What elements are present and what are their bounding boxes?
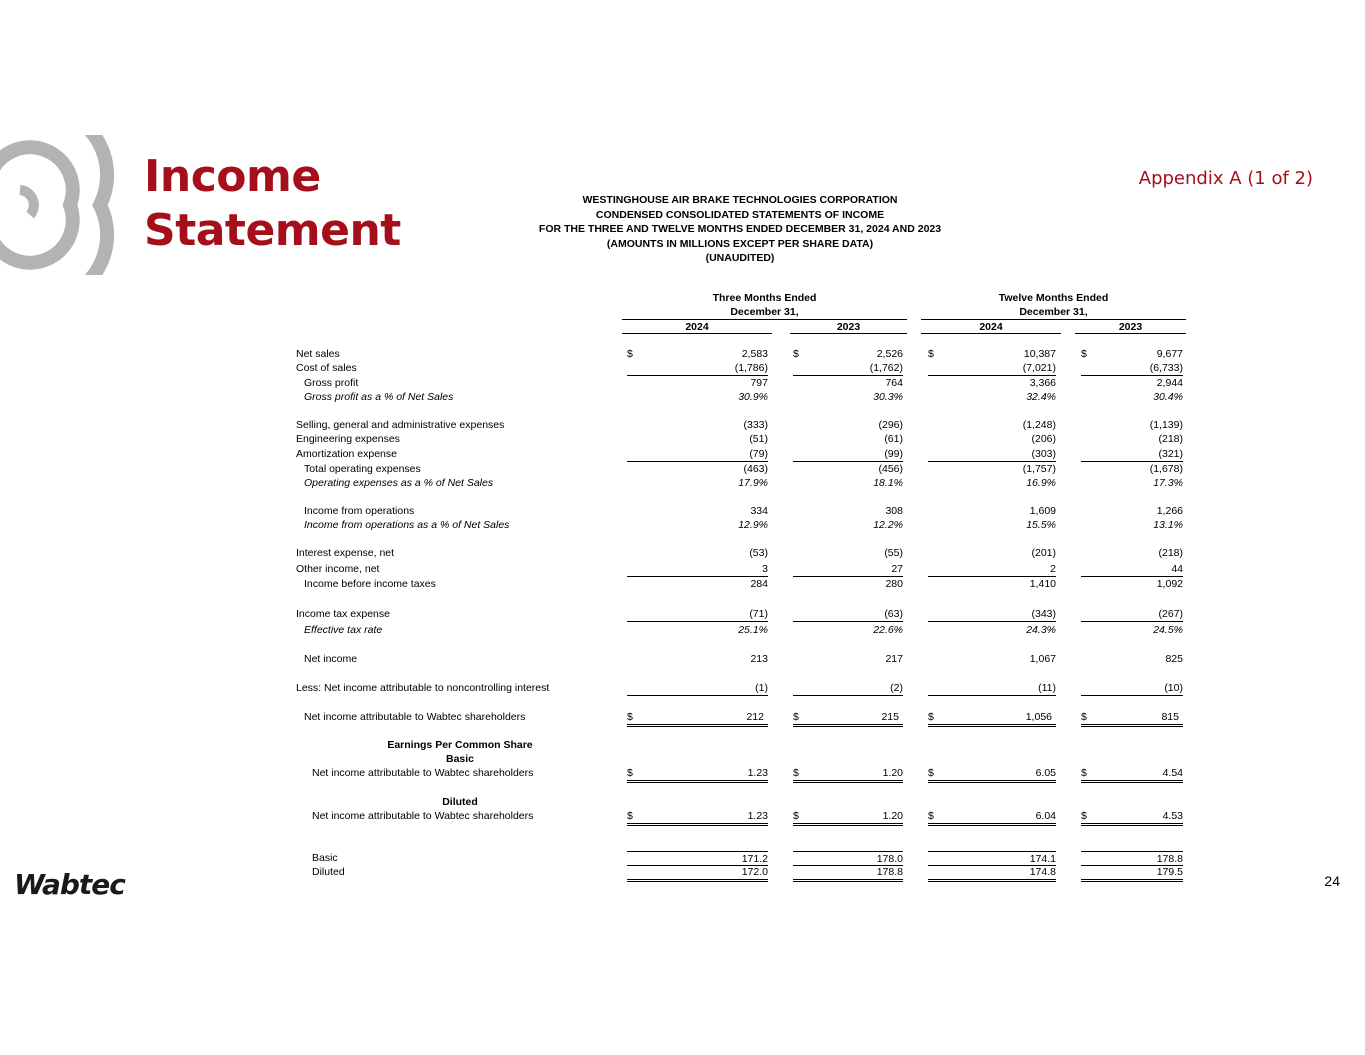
value-cell: (63)	[793, 607, 903, 622]
row-interest	[0, 546, 1365, 560]
value-cell: (2)	[793, 681, 903, 696]
value-cell: 24.3%	[1026, 624, 1056, 636]
value-cell: 15.5%	[1026, 519, 1056, 531]
value-cell: (303)	[928, 447, 1056, 462]
value-cell: (61)	[884, 433, 903, 445]
value-cell: 174.1	[928, 851, 1056, 866]
value-cell: 334	[750, 505, 768, 517]
value-cell: 30.4%	[1153, 391, 1183, 403]
row-label: Net income	[304, 653, 358, 665]
wabtec-logo: Wabtec	[14, 868, 125, 901]
value-cell: (1,757)	[1022, 463, 1056, 475]
value-cell: 13.1%	[1153, 519, 1183, 531]
value-cell: (333)	[743, 419, 768, 431]
value-cell: (10)	[1081, 681, 1183, 696]
row-income-ops-pct	[0, 518, 1365, 532]
eps-heading	[0, 738, 1365, 752]
header-rule	[921, 319, 1186, 320]
row-noncontrolling-interest	[0, 681, 1365, 695]
row-pretax-income	[0, 577, 1365, 591]
row-net-sales	[0, 347, 1365, 361]
value-cell: $ 1.20	[793, 809, 903, 826]
value-cell: (11)	[928, 681, 1056, 696]
row-shares-diluted	[0, 865, 1365, 879]
row-label: Gross profit	[304, 377, 359, 389]
value-cell: (321)	[1081, 447, 1183, 462]
row-label: Interest expense, net	[296, 547, 395, 559]
statement-name: CONDENSED CONSOLIDATED STATEMENTS OF INCOME	[595, 208, 885, 221]
header-rule	[622, 333, 772, 334]
value-cell: 825	[1165, 653, 1183, 665]
value-cell: 2	[928, 562, 1056, 577]
value-cell: (218)	[1158, 433, 1183, 445]
col-q-2023: 2023	[836, 321, 861, 333]
value-cell: (79)	[627, 447, 768, 462]
value-cell: (463)	[743, 463, 768, 475]
col-twelve-months-date: December 31,	[1019, 306, 1088, 318]
value-cell: (1,139)	[1149, 419, 1183, 431]
value-cell: $ 6.05	[928, 766, 1056, 783]
value-cell: 3,366	[1029, 377, 1056, 389]
row-gross-profit-pct	[0, 390, 1365, 404]
value-cell: 178.8	[1081, 851, 1183, 866]
row-label: Cost of sales	[296, 362, 357, 374]
row-label: Income from operations	[304, 505, 415, 517]
value-cell: $ 215	[793, 710, 903, 727]
value-cell: 178.8	[793, 865, 903, 882]
row-label: Gross profit as a % of Net Sales	[304, 391, 454, 403]
value-cell: 27	[793, 562, 903, 577]
value-cell: 764	[885, 377, 903, 389]
value-cell: 797	[750, 377, 768, 389]
value-cell: 24.5%	[1153, 624, 1183, 636]
row-other-income	[0, 562, 1365, 576]
statement-audit: (UNAUDITED)	[705, 252, 775, 264]
section-heading: Basic	[445, 753, 475, 765]
value-cell: 44	[1081, 562, 1183, 577]
value-cell: (456)	[878, 463, 903, 475]
col-q-2024: 2024	[685, 321, 709, 333]
value-cell: (99)	[793, 447, 903, 462]
section-heading: Diluted	[442, 796, 478, 808]
row-label: Net income attributable to Wabtec shareholders	[312, 767, 534, 779]
value-cell: $ 212	[627, 710, 768, 727]
title-line-2: Statement	[144, 205, 401, 256]
value-cell: $ 815	[1081, 710, 1183, 727]
value-cell: 17.9%	[738, 477, 768, 489]
col-three-months: Three Months Ended	[712, 292, 817, 304]
row-amortization	[0, 447, 1365, 461]
page-number: 24	[1324, 873, 1340, 889]
row-label: Amortization expense	[296, 448, 397, 460]
row-label: Net sales	[296, 348, 340, 360]
row-sga	[0, 418, 1365, 432]
value-cell: 1,410	[1029, 578, 1056, 590]
header-rule	[622, 319, 907, 320]
value-cell: $ 6.04	[928, 809, 1056, 826]
row-label: Engineering expenses	[296, 433, 400, 445]
row-opex-pct	[0, 476, 1365, 490]
diluted-heading	[0, 795, 1365, 809]
value-cell: $ 9,677	[1081, 348, 1183, 360]
value-cell: $ 1,056	[928, 710, 1056, 727]
row-total-opex	[0, 462, 1365, 476]
value-cell: 1,067	[1029, 653, 1056, 665]
value-cell: (218)	[1158, 547, 1183, 559]
col-twelve-months: Twelve Months Ended	[998, 292, 1109, 304]
value-cell: (55)	[884, 547, 903, 559]
value-cell: (1,762)	[793, 361, 903, 376]
row-eps-basic	[0, 766, 1365, 780]
row-income-tax	[0, 607, 1365, 621]
value-cell: 217	[885, 653, 903, 665]
value-cell: (206)	[1031, 433, 1056, 445]
value-cell: $ 4.54	[1081, 766, 1183, 783]
value-cell: 213	[750, 653, 768, 665]
basic-heading	[0, 752, 1365, 766]
value-cell: (1)	[627, 681, 768, 696]
value-cell: 280	[885, 578, 903, 590]
row-label: Net income attributable to Wabtec shareholders	[312, 810, 534, 822]
value-cell: $ 4.53	[1081, 809, 1183, 826]
value-cell: 171.2	[627, 851, 768, 866]
row-cost-of-sales	[0, 361, 1365, 375]
row-eps-diluted	[0, 809, 1365, 823]
col-three-months-date: December 31,	[730, 306, 799, 318]
row-label: Net income attributable to Wabtec shareholders	[304, 711, 526, 723]
company-name: WESTINGHOUSE AIR BRAKE TECHNOLOGIES CORPORATION	[582, 194, 898, 206]
value-cell: $ 2,583	[627, 348, 768, 360]
row-engineering	[0, 432, 1365, 446]
value-cell: 308	[885, 505, 903, 517]
row-tax-rate	[0, 623, 1365, 637]
value-cell: (1,786)	[627, 361, 768, 376]
value-cell: 1,266	[1156, 505, 1183, 517]
value-cell: 16.9%	[1026, 477, 1056, 489]
section-heading: Earnings Per Common Share	[387, 739, 533, 751]
value-cell: 22.6%	[873, 624, 903, 636]
value-cell: (53)	[749, 547, 768, 559]
row-label: Income before income taxes	[304, 578, 436, 590]
row-label: Income tax expense	[296, 608, 390, 620]
value-cell: (296)	[878, 419, 903, 431]
value-cell: (267)	[1081, 607, 1183, 622]
value-cell: (1,678)	[1149, 463, 1183, 475]
value-cell: (51)	[749, 433, 768, 445]
header-rule	[1075, 333, 1186, 334]
value-cell: (1,248)	[1022, 419, 1056, 431]
value-cell: 30.9%	[738, 391, 768, 403]
row-label: Selling, general and administrative expenses	[296, 419, 505, 431]
col-y-2024: 2024	[979, 321, 1003, 333]
value-cell: 12.2%	[873, 519, 903, 531]
row-net-income-wabtec	[0, 710, 1365, 724]
statement-period: FOR THE THREE AND TWELVE MONTHS ENDED DECEMBER 31, 2024 AND 2023	[538, 223, 942, 235]
value-cell: $ 10,387	[928, 348, 1056, 360]
row-label: Income from operations as a % of Net Sales	[304, 519, 510, 531]
header-rule	[921, 333, 1061, 334]
row-label: Total operating expenses	[304, 463, 421, 475]
value-cell: (201)	[1031, 547, 1056, 559]
value-cell: 18.1%	[873, 477, 903, 489]
row-label: Other income, net	[296, 563, 380, 575]
value-cell: 178.0	[793, 851, 903, 866]
value-cell: $ 1.23	[627, 766, 768, 783]
row-gross-profit	[0, 376, 1365, 390]
row-income-ops	[0, 504, 1365, 518]
value-cell: 17.3%	[1153, 477, 1183, 489]
value-cell: 3	[627, 562, 768, 577]
row-shares-basic	[0, 851, 1365, 865]
value-cell: 32.4%	[1026, 391, 1056, 403]
appendix-label: Appendix A (1 of 2)	[1138, 168, 1313, 189]
value-cell: (343)	[928, 607, 1056, 622]
value-cell: (7,021)	[928, 361, 1056, 376]
value-cell: $ 1.23	[627, 809, 768, 826]
col-y-2023: 2023	[1118, 321, 1143, 333]
value-cell: $ 2,526	[793, 348, 903, 360]
value-cell: 172.0	[627, 865, 768, 882]
row-label: Less: Net income attributable to noncontrolling interest	[296, 682, 550, 694]
value-cell: 25.1%	[738, 624, 768, 636]
value-cell: 2,944	[1156, 377, 1183, 389]
value-cell: $ 1.20	[793, 766, 903, 783]
row-label: Effective tax rate	[304, 624, 383, 636]
value-cell: 1,609	[1029, 505, 1056, 517]
value-cell: 284	[750, 578, 768, 590]
row-label: Basic	[312, 852, 338, 864]
header-rule	[790, 333, 907, 334]
value-cell: 30.3%	[873, 391, 903, 403]
value-cell: 1,092	[1156, 578, 1183, 590]
row-net-income	[0, 652, 1365, 666]
value-cell: (71)	[627, 607, 768, 622]
row-label: Operating expenses as a % of Net Sales	[304, 477, 494, 489]
value-cell: 12.9%	[738, 519, 768, 531]
value-cell: 174.8	[928, 865, 1056, 882]
statement-units: (AMOUNTS IN MILLIONS EXCEPT PER SHARE DATA)	[606, 237, 874, 250]
title-line-1: Income	[144, 151, 321, 202]
value-cell: (6,733)	[1081, 361, 1183, 376]
value-cell: 179.5	[1081, 865, 1183, 882]
row-label: Diluted	[312, 866, 345, 878]
